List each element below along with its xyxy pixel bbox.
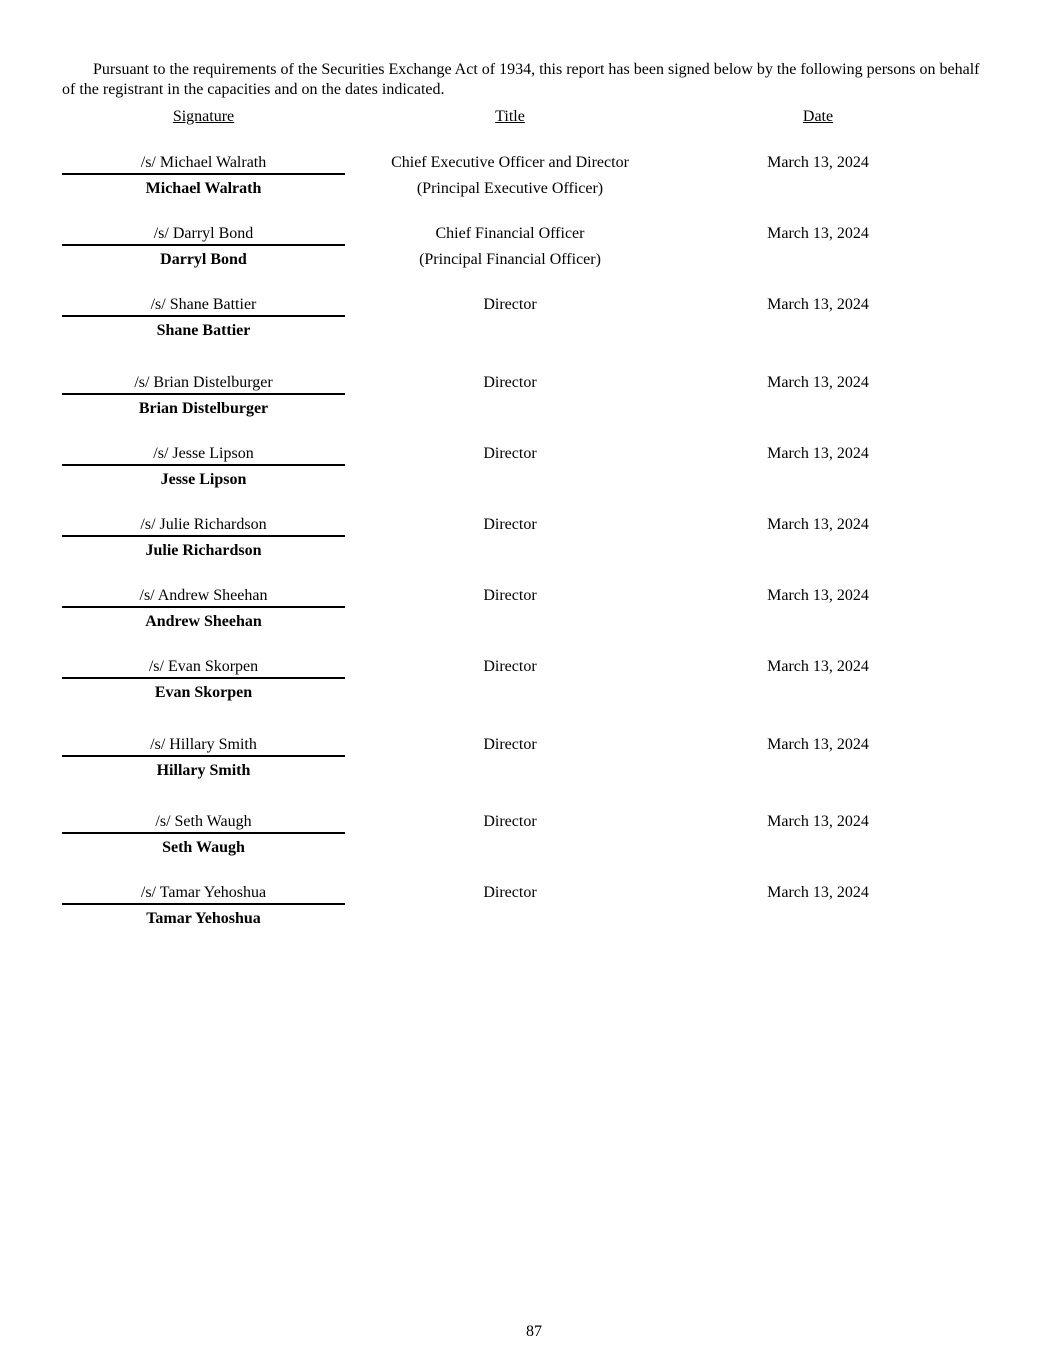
title-line-1: Director xyxy=(483,813,537,830)
signature-date: March 13, 2024 xyxy=(767,374,869,391)
intro-paragraph: Pursuant to the requirements of the Securities Exchange Act of 1934, this report has been signed below by the following persons on behalf of the registrant in the capacities and on the dates indicated. xyxy=(62,61,980,98)
signature-row xyxy=(0,374,1055,434)
signer-title xyxy=(370,221,650,273)
signature-row xyxy=(0,154,1055,214)
signature-date: March 13, 2024 xyxy=(767,813,869,830)
title-line-1: Director xyxy=(483,658,537,675)
signature-block xyxy=(62,225,345,269)
title-line-1: Director xyxy=(483,296,537,313)
signature-line: /s/ Julie Richardson xyxy=(62,516,345,537)
signer-title xyxy=(370,583,650,609)
signature-date: March 13, 2024 xyxy=(767,736,869,753)
signature-line: /s/ Darryl Bond xyxy=(62,225,345,246)
title-header: Title xyxy=(495,108,525,125)
signer-title xyxy=(370,441,650,467)
signature-block xyxy=(62,445,345,489)
signature-block xyxy=(62,658,345,702)
signer-name: Hillary Smith xyxy=(156,762,251,779)
signature-line: /s/ Jesse Lipson xyxy=(62,445,345,466)
signer-name: Tamar Yehoshua xyxy=(146,910,261,927)
title-line-1: Director xyxy=(483,445,537,462)
signature-row xyxy=(0,445,1055,505)
signature-row xyxy=(0,516,1055,576)
title-line-2: (Principal Financial Officer) xyxy=(419,251,601,268)
signature-line: /s/ Michael Walrath xyxy=(62,154,345,175)
signer-name: Jesse Lipson xyxy=(160,471,247,488)
signer-name: Seth Waugh xyxy=(162,839,245,856)
signer-name: Evan Skorpen xyxy=(154,684,253,701)
signature-block xyxy=(62,374,345,418)
signature-line: /s/ Shane Battier xyxy=(62,296,345,317)
signature-block xyxy=(62,813,345,857)
signer-name: Andrew Sheehan xyxy=(145,613,262,630)
signature-block xyxy=(62,884,345,928)
title-line-1: Director xyxy=(483,736,537,753)
signature-block xyxy=(62,516,345,560)
signature-date: March 13, 2024 xyxy=(767,154,869,171)
signer-name: Brian Distelburger xyxy=(138,400,269,417)
signer-title xyxy=(370,292,650,318)
signer-name: Shane Battier xyxy=(156,322,251,339)
signer-title xyxy=(370,150,650,202)
signature-block xyxy=(62,154,345,198)
title-line-1: Director xyxy=(483,587,537,604)
title-line-2: (Principal Executive Officer) xyxy=(416,180,604,197)
signature-date: March 13, 2024 xyxy=(767,884,869,901)
signature-block xyxy=(62,587,345,631)
signer-title xyxy=(370,880,650,906)
signer-title xyxy=(370,370,650,396)
signature-block xyxy=(62,736,345,780)
signature-date: March 13, 2024 xyxy=(767,587,869,604)
title-line-1: Director xyxy=(483,374,537,391)
signature-date: March 13, 2024 xyxy=(767,225,869,242)
signature-row xyxy=(0,813,1055,873)
signature-row xyxy=(0,736,1055,796)
signature-line: /s/ Andrew Sheehan xyxy=(62,587,345,608)
signature-line: /s/ Brian Distelburger xyxy=(62,374,345,395)
signature-header: Signature xyxy=(172,108,235,125)
signature-date: March 13, 2024 xyxy=(767,445,869,462)
signature-line: /s/ Evan Skorpen xyxy=(62,658,345,679)
title-line-1: Chief Executive Officer and Director xyxy=(391,154,629,171)
date-header: Date xyxy=(802,108,834,125)
signer-name: Darryl Bond xyxy=(160,251,247,268)
signature-date: March 13, 2024 xyxy=(767,296,869,313)
signer-title xyxy=(370,512,650,538)
title-line-1: Director xyxy=(483,884,537,901)
signer-title xyxy=(370,654,650,680)
signature-row xyxy=(0,658,1055,718)
signature-row xyxy=(0,225,1055,285)
signature-line: /s/ Tamar Yehoshua xyxy=(62,884,345,905)
signer-title xyxy=(370,732,650,758)
signature-date: March 13, 2024 xyxy=(767,516,869,533)
signature-row xyxy=(0,587,1055,647)
signature-date: March 13, 2024 xyxy=(767,658,869,675)
page-number: 87 xyxy=(526,1323,542,1340)
signature-row xyxy=(0,884,1055,944)
signature-line: /s/ Seth Waugh xyxy=(62,813,345,834)
signature-block xyxy=(62,296,345,340)
title-line-1: Chief Financial Officer xyxy=(435,225,585,242)
signature-line: /s/ Hillary Smith xyxy=(62,736,345,757)
signer-name: Julie Richardson xyxy=(145,542,262,559)
title-line-1: Director xyxy=(483,516,537,533)
signer-name: Michael Walrath xyxy=(145,180,262,197)
signer-title xyxy=(370,809,650,835)
signature-row xyxy=(0,296,1055,356)
